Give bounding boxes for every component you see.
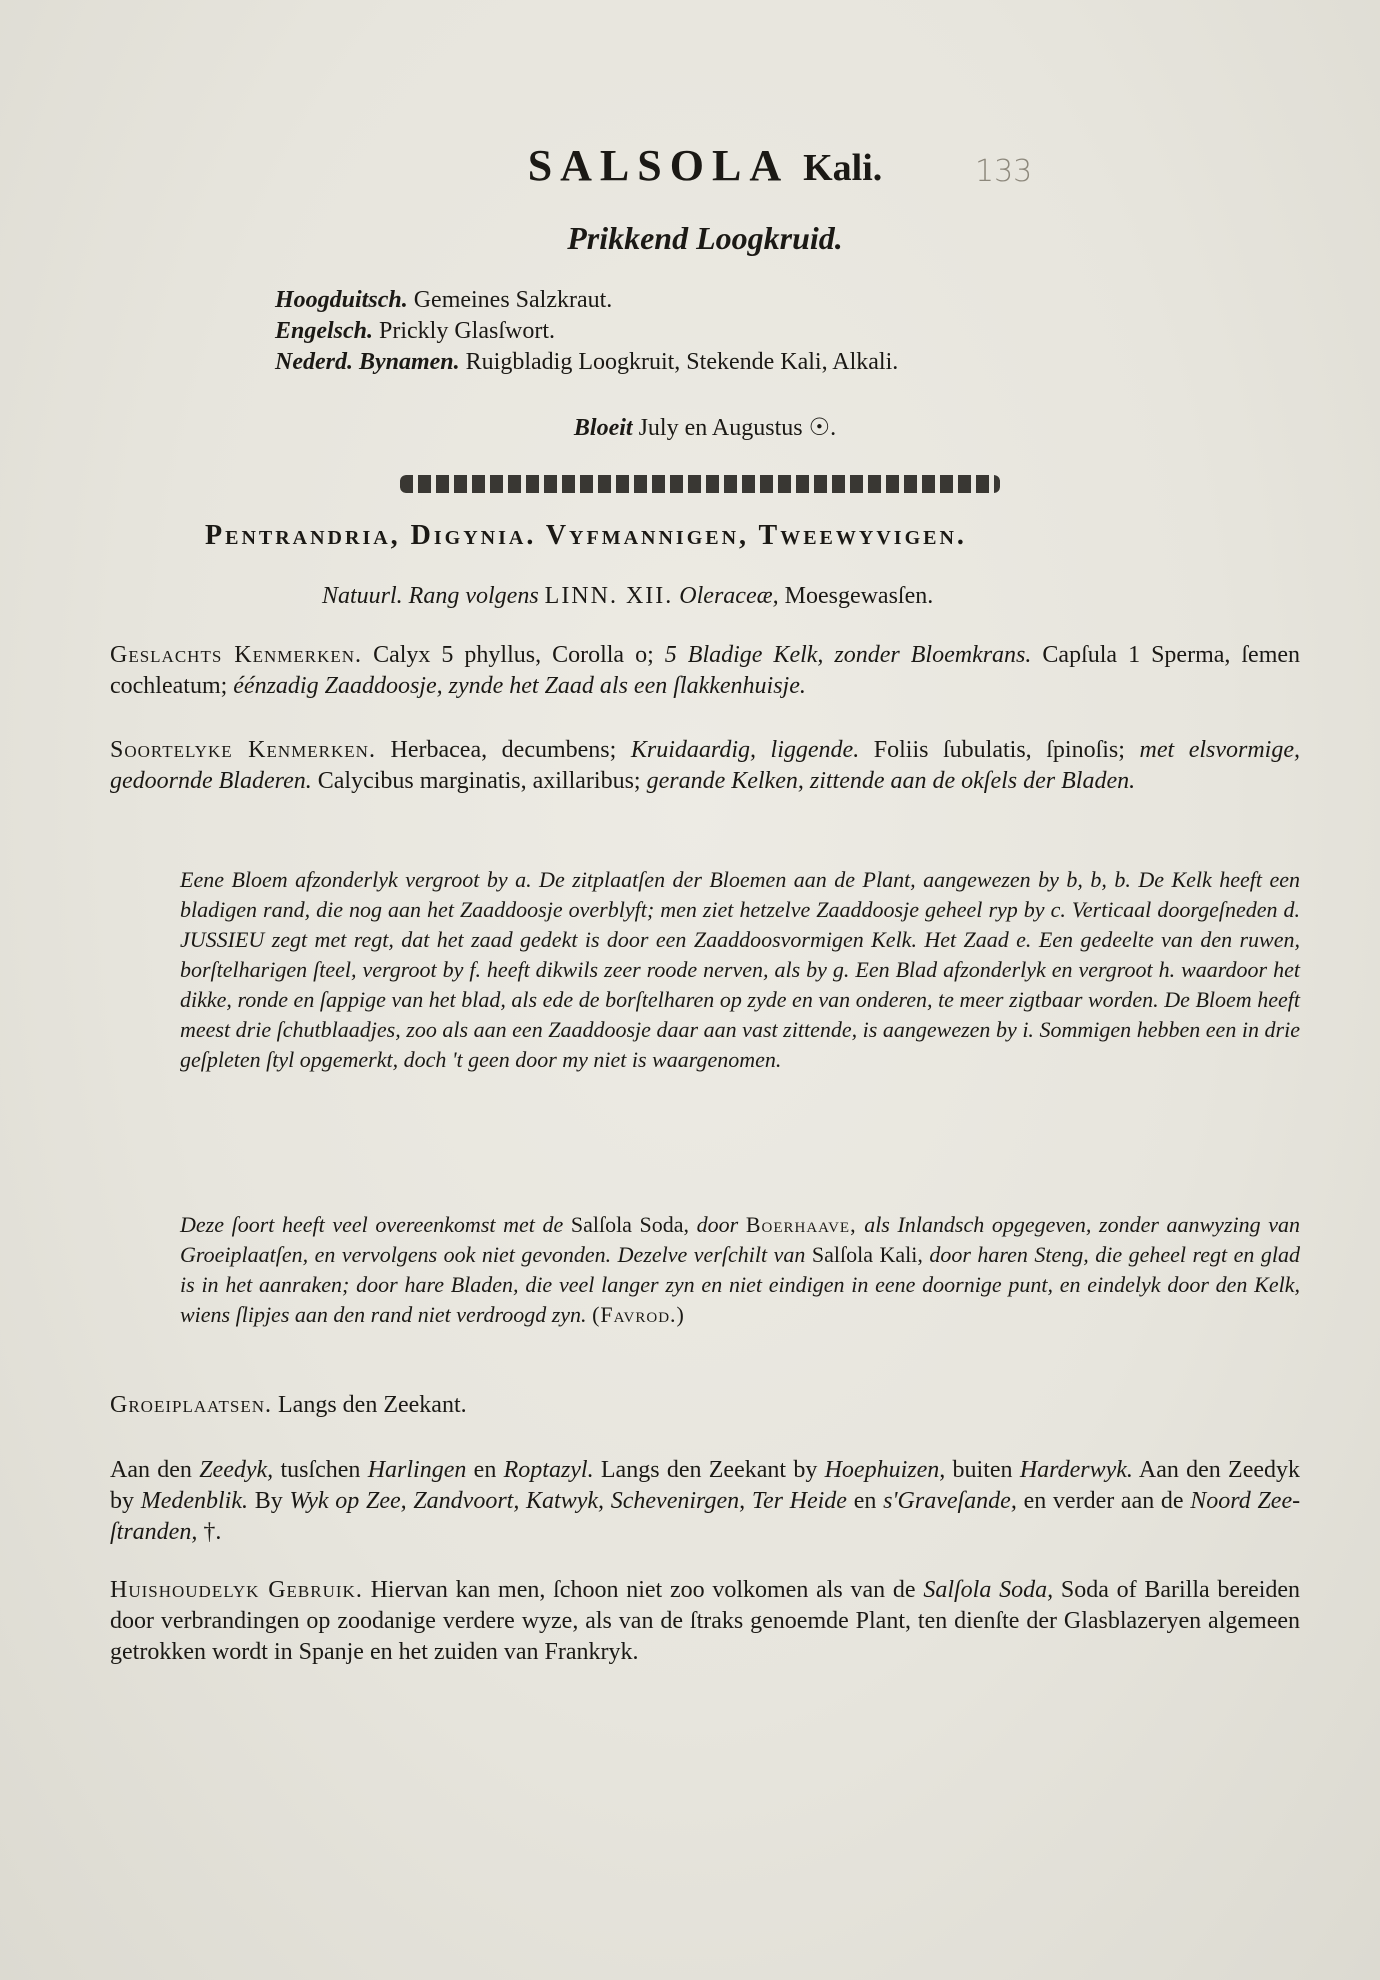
page-title (110, 140, 1300, 210)
habitat: Groeiplaatsen. Langs den Zeekant. (110, 1392, 467, 1418)
linnaean-classification: Pentrandria, Digynia. Vyfmannigen, Tweewyvigen. (205, 520, 967, 551)
common-name: Prikkend Loogkruid. (567, 220, 843, 256)
localities: Aan den Zeedyk, tusſchen Harlingen en Roptazyl. Langs den Zeekant by Hoephuizen, buiten Harderwyk. Aan den Zeedyk by Medenblik. By Wyk op Zee, Zandvoort, Katwyk, Schevenirgen, Ter Heide en s'Graveſande, en verder aan de Noord Zee-ſtranden, †. (110, 1457, 1301, 1545)
natural-rank: Natuurl. Rang volgens LINN. XII. Oleraceæ, Moesgewasſen. (322, 583, 934, 609)
figure-description: Eene Bloem afzonderlyk vergroot by a. De zitplaatſen der Bloemen aan de Plant, aangewezen by b, b, b. De Kelk heeft een bladigen rand, die nog aan het Zaaddoosje overblyft; men ziet hetzelve Zaaddoosje geheel ryp by c. Verticaal doorgeſneden d. JUSSIEU zegt met regt, dat het zaad gedekt is door een Zaaddoosvormigen Kelk. Het Zaad e. Een gedeelte van den ruwen, borſtelharigen ſteel, vergroot by f. heeft dikwils zeer roode nerven, als by g. Een Blad afzonderlyk en vergroot h. waardoor het dikke, ronde en ſappige van het blad, als ede de borſtelharen op zyde en van onderen, te meer zigtbaar worden. De Bloem heeft meest drie ſchutblaadjes, zoo als aan een Zaaddoosje daar aan vast zittende, is aangewezen by i. Sommigen hebben een in drie geſpleten ſtyl opgemerkt, doch 't geen door my niet is waargenomen. (180, 867, 1300, 1072)
page-number: 133 (975, 154, 1033, 189)
name-line-dutch: Nederd. Bynamen. Ruigbladig Loogkruit, Stekende Kali, Alkali. (275, 349, 899, 375)
household-use: Huishoudelyk Gebruik. Hiervan kan men, ſchoon niet zoo volkomen als van de Salſola Soda, Soda of Barilla bereiden door verbrandingen op zoodanige verdere wyze, als van de ſtraks genoemde Plant, ten dienſte der Glasblazeryen algemeen getrokken wordt in Spanje en het zuiden van Frankryk. (110, 1577, 1301, 1665)
name-line-german: Hoogduitsch. Gemeines Salzkraut. (275, 287, 613, 313)
ornamental-divider (400, 475, 1000, 493)
genus-characters: Geslachts Kenmerken. Calyx 5 phyllus, Corolla o; 5 Bladige Kelk, zonder Bloemkrans. Capſula 1 Sperma, ſemen cochleatum; éénzadig Zaaddoosje, zynde het Zaad als een ſlakkenhuisje. (110, 642, 1301, 699)
genus-name: SALSOLA (527, 141, 790, 190)
vernacular-names (275, 285, 898, 378)
species-name: Kali. (803, 147, 883, 189)
species-characters: Soortelyke Kenmerken. Herbacea, decumbens; Kruidaardig, liggende. Foliis ſubulatis, ſpinoſis; met elsvormige, gedoornde Bladeren. Calycibus marginatis, axillaribus; gerande Kelken, zittende aan de okſels der Bladen. (110, 737, 1301, 794)
flowering-period: Bloeit July en Augustus ☉. (573, 415, 837, 441)
name-line-english: Engelsch. Prickly Glasſwort. (275, 318, 555, 344)
comparison-note: Deze ſoort heeft veel overeenkomst met de Salſola Soda, door Boerhaave, als Inlandsch opgegeven, zonder aanwyzing van Groeiplaatſen, en vervolgens ook niet gevonden. Dezelve verſchilt van Salſola Kali, door haren Steng, die geheel regt en glad is in het aanraken; door hare Bladen, die veel langer zyn en niet eindigen in eene doornige punt, en eindelyk door den Kelk, wiens ſlipjes aan den rand niet verdroogd zyn. (Favrod.) (180, 1212, 1301, 1327)
